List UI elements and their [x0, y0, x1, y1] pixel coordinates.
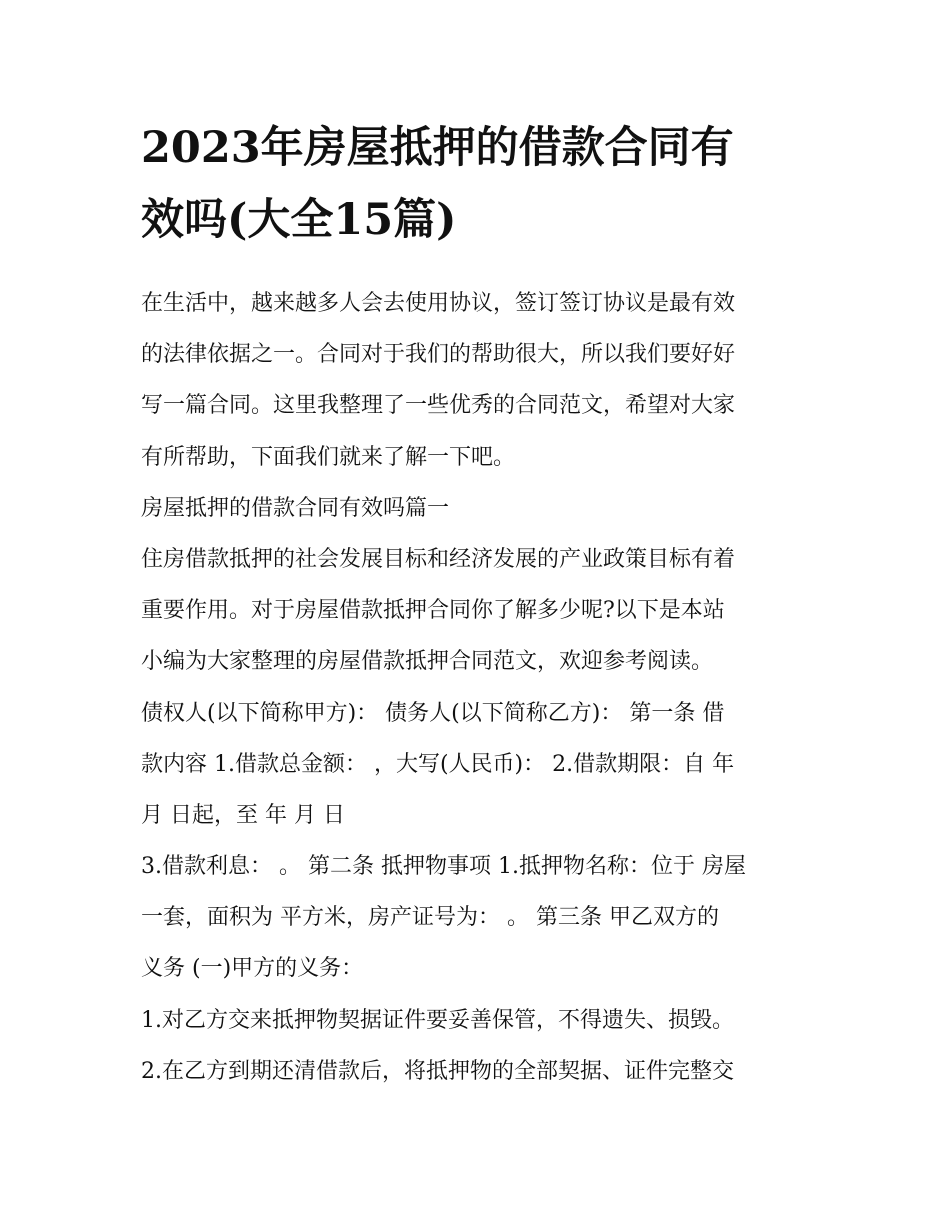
- section-heading: 房屋抵押的借款合同有效吗篇一: [141, 495, 450, 521]
- body-line: 重要作用。对于房屋借款抵押合同你了解多少呢?以下是本站: [141, 598, 725, 624]
- document-body: [141, 278, 816, 1097]
- title-line: 效吗(大全15篇): [141, 195, 457, 245]
- body-line: 债权人(以下简称甲方)： 债务人(以下简称乙方)： 第一条 借: [141, 700, 725, 726]
- title-line: 2023年房屋抵押的借款合同有: [141, 123, 734, 173]
- body-line: 3.借款利息： 。 第二条 抵押物事项 1.抵押物名称：位于 房屋: [141, 854, 746, 880]
- body-line: 义务 (一)甲方的义务：: [141, 956, 364, 982]
- body-line: 月 日起，至 年 月 日: [141, 802, 345, 828]
- body-line: 1.对乙方交来抵押物契据证件要妥善保管，不得遗失、损毁。: [141, 1007, 734, 1033]
- body-line: 写一篇合同。这里我整理了一些优秀的合同范文，希望对大家: [141, 393, 736, 419]
- body-line: 一套，面积为 平方米，房产证号为： 。 第三条 甲乙双方的: [141, 905, 719, 931]
- body-line: 住房借款抵押的社会发展目标和经济发展的产业政策目标有着: [141, 546, 736, 572]
- document-title: [141, 112, 816, 256]
- body-line: 款内容 1.借款总金额： ，大写(人民币)： 2.借款期限：自 年: [141, 751, 735, 777]
- body-line: 在生活中，越来越多人会去使用协议，签订签订协议是最有效: [141, 291, 736, 316]
- document-page: [141, 112, 816, 1097]
- body-line: 小编为大家整理的房屋借款抵押合同范文，欢迎参考阅读。: [141, 649, 714, 675]
- body-line: 2.在乙方到期还清借款后，将抵押物的全部契据、证件完整交: [141, 1058, 734, 1084]
- body-line: 有所帮助，下面我们就来了解一下吧。: [141, 444, 516, 470]
- body-line: 的法律依据之一。合同对于我们的帮助很大，所以我们要好好: [141, 342, 736, 368]
